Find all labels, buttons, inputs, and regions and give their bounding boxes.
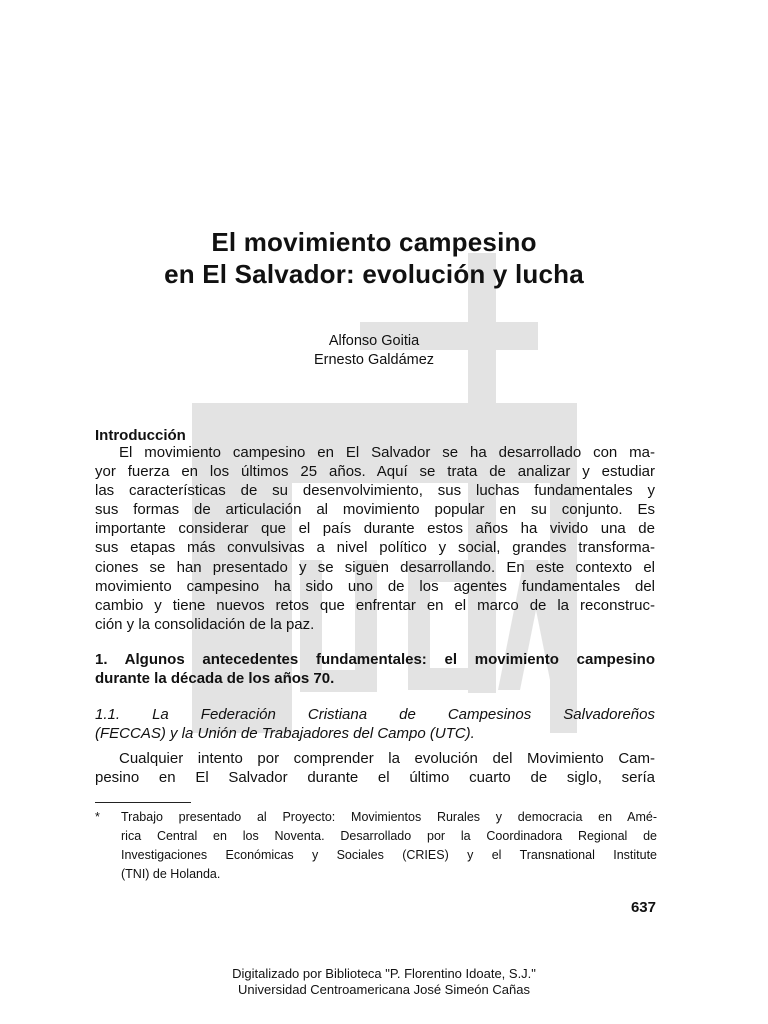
text-line: yor fuerza en los últimos 25 años. Aquí se trata de analizar y estudiar [95, 463, 655, 481]
text-line: ción y la consolidación de la paz. [95, 615, 315, 633]
text-line: sus etapas más convulsivas a nivel político y social, grandes transforma- [95, 539, 655, 557]
footnote-line: (TNI) de Holanda. [121, 867, 221, 881]
footnote-divider [95, 802, 191, 803]
body-paragraph [95, 749, 655, 787]
text-line: El movimiento campesino en El Salvador se ha desarrollado con ma- [119, 444, 655, 461]
page-number: 637 [630, 899, 656, 916]
document-title-line-2: en El Salvador: evolución y lucha [164, 259, 584, 289]
digitization-credit: Digitalizado por Biblioteca "P. Florentino Idoate, S.J." [232, 966, 536, 981]
author-name: Ernesto Galdámez [313, 352, 435, 368]
footnote-line: rica Central en los Noventa. Desarrollado por la Coordinadora Regional de [121, 829, 657, 843]
section-heading-introduction: Introducción [95, 427, 186, 444]
heading-line: (FECCAS) y la Unión de Trabajadores del Campo (UTC). [95, 725, 475, 742]
university-credit: Universidad Centroamericana José Simeón Cañas [238, 982, 530, 997]
heading-line: 1. Algunos antecedentes fundamentales: el movimiento campesino [95, 651, 655, 668]
document-title-line-1: El movimiento campesino [211, 227, 537, 257]
heading-line: 1.1. La Federación Cristiana de Campesinos Salvadoreños [95, 706, 655, 723]
text-line: importante considerar que el país durante estos años ha vivido una de [95, 520, 655, 538]
footnote-line: Investigaciones Económicas y Sociales (CRIES) y el Transnational Institute [121, 848, 657, 862]
footnote-text [121, 808, 657, 884]
section-heading-1 [95, 650, 655, 688]
footnote-marker: * [95, 810, 100, 824]
text-line: movimiento campesino ha sido uno de los agentes fundamentales del [95, 577, 655, 595]
text-line: sus formas de articulación al movimiento popular en su conjunto. Es [95, 501, 655, 519]
text-line: las características de su desenvolvimiento, sus luchas fundamentales y [95, 482, 655, 500]
text-line: pesino en El Salvador durante el último cuarto de siglo, sería [95, 769, 655, 787]
text-line: cambio y tiene nuevos retos que enfrentar en el marco de la reconstruc- [95, 596, 655, 614]
subsection-heading-1-1 [95, 705, 655, 743]
text-line: ciones se han presentado y se siguen desarrollando. En este contexto el [95, 558, 655, 576]
introduction-paragraph [95, 443, 655, 634]
footnote-line: Trabajo presentado al Proyecto: Movimientos Rurales y democracia en Amé- [121, 810, 657, 824]
heading-line: durante la década de los años 70. [95, 670, 335, 687]
author-name: Alfonso Goitia [328, 333, 420, 349]
text-line: Cualquier intento por comprender la evolución del Movimiento Cam- [119, 750, 655, 767]
